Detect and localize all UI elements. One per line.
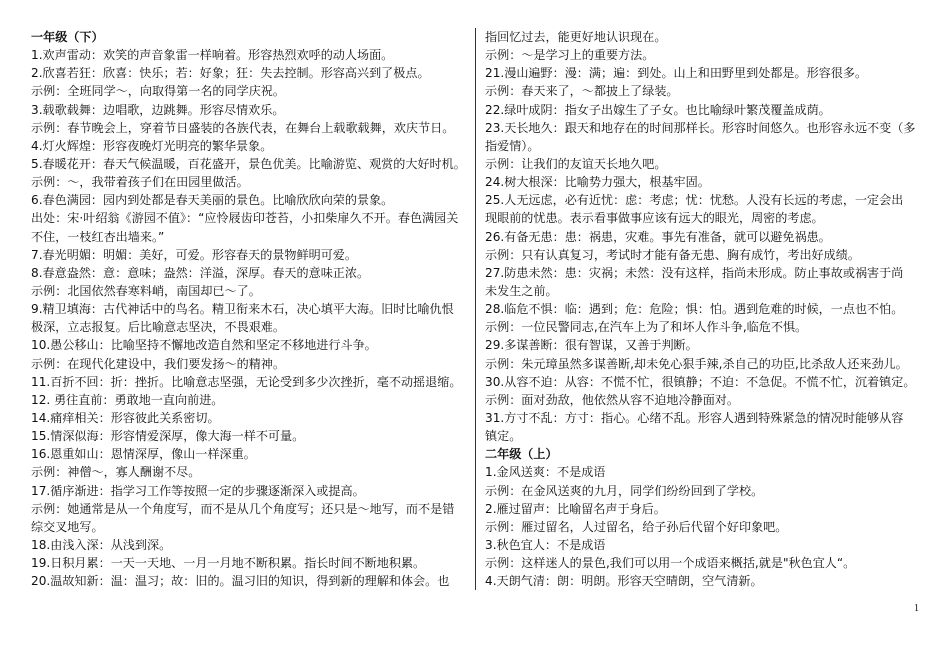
text-line: 29.多谋善断：很有智谋，又善于判断。 — [485, 338, 698, 353]
text-line: 示例：～是学习上的重要方法。 — [485, 48, 655, 63]
text-line: 8.春意盎然：意：意味；盎然：洋溢，深厚。春天的意味正浓。 — [31, 265, 370, 280]
text-line: 极深，立志报复。后比喻意志坚决，不畏艰难。 — [31, 320, 285, 335]
text-line: 3.载歌载舞：边唱歌，边跳舞。形容尽情欢乐。 — [31, 102, 285, 117]
text-line: 示例：神僧～，寡人酬谢不尽。 — [31, 465, 201, 480]
text-line: 4.天朗气清：朗：明朗。形容天空晴朗，空气清新。 — [485, 574, 763, 589]
text-line: 28.临危不惧：临：遇到；危：危险；惧：怕。遇到危难的时候，一点也不怕。 — [485, 302, 904, 317]
text-line: 3.秋色宜人：不是成语 — [485, 537, 606, 552]
text-line: 25.人无远虑，必有近忧：虑：考虑；忧：忧愁。人没有长远的考虑，一定会出 — [485, 193, 904, 208]
text-line: 10.愚公移山：比喻坚持不懈地改造自然和坚定不移地进行斗争。 — [31, 338, 377, 353]
text-line: 出处：宋·叶绍翁《游园不值》：“应怜屐齿印苍苔，小扣柴扉久不开。春色满园关 — [31, 211, 459, 226]
text-line: 5.春暖花开：春天气候温暖，百花盛开，景色优美。比喻游览、观赏的大好时机。 — [31, 156, 466, 171]
text-line: 14.痛痒相关：形容彼此关系密切。 — [31, 410, 220, 425]
text-line: 示例：只有认真复习，考试时才能有备无患、胸有成竹，考出好成绩。 — [485, 247, 860, 262]
text-line: 21.漫山遍野：漫：满；遍：到处。山上和田野里到处都是。形容很多。 — [485, 66, 868, 81]
text-line: 26.有备无患：患：祸患，灾难。事先有准备，就可以避免祸患。 — [485, 229, 831, 244]
text-line: 22.绿叶成阴：指女子出嫁生了子女。也比喻绿叶繁茂覆盖成荫。 — [485, 102, 831, 117]
text-line: 7.春光明媚：明媚：美好，可爱。形容春天的景物鲜明可爱。 — [31, 247, 357, 262]
text-line: 示例：～，我带着孩子们在田园里做活。 — [31, 175, 249, 190]
text-line: 17.循序渐进：指学习工作等按照一定的步骤逐渐深入或提高。 — [31, 483, 365, 498]
text-line: 示例：朱元璋虽然多谋善断,却未免心狠手辣,杀自己的功臣,比杀敌人还来劲儿。 — [485, 356, 908, 371]
text-line: 2.雁过留声：比喻留名声于身后。 — [485, 501, 666, 516]
text-line: 示例：春天来了，～都披上了绿装。 — [485, 84, 679, 99]
text-line: 综交叉地写。 — [31, 519, 104, 534]
page-number: 1 — [914, 603, 919, 614]
text-line: 23.天长地久：跟天和地存在的时间那样长。形容时间悠久。也形容永远不变（多 — [485, 120, 916, 135]
right-column — [485, 28, 922, 590]
text-line: 11.百折不回：折：挫折。比喻意志坚强，无论受到多少次挫折，毫不动摇退缩。 — [31, 374, 462, 389]
text-line: 示例：这样迷人的景色,我们可以用一个成语来概括,就是"秋色宜人“。 — [485, 556, 856, 571]
text-line: 示例：她通常是从一个角度写，而不是从几个角度写；还只是～地写，而不是错 — [31, 501, 455, 516]
grade-heading: 一年级（下） — [31, 30, 104, 44]
text-line: 镇定。 — [485, 429, 522, 444]
text-line: 现眼前的忧患。表示看事做事应该有远大的眼光，周密的考虑。 — [485, 211, 824, 226]
text-line: 19.日积月累：一天一天地、一月一月地不断积累。指长时间不断地积累。 — [31, 556, 426, 571]
text-line: 示例：在现代化建设中，我们要发扬～的精神。 — [31, 356, 285, 371]
text-line: 示例：雁过留名，人过留名，给子孙后代留个好印象吧。 — [485, 519, 788, 534]
text-line: 示例：全班同学～，向取得第一名的同学庆祝。 — [31, 84, 285, 99]
text-line: 示例：一位民警同志,在汽车上为了和坏人作斗争,临危不惧。 — [485, 320, 808, 335]
text-line: 指回忆过去，能更好地认识现在。 — [485, 30, 667, 44]
text-line: 示例：面对劲敌，他依然从容不迫地冷静面对。 — [485, 392, 739, 407]
text-line: 18.由浅入深：从浅到深。 — [31, 537, 172, 552]
text-line: 不住，一枝红杏出墙来。” — [31, 229, 165, 244]
text-line: 16.恩重如山：恩情深厚，像山一样深重。 — [31, 447, 256, 462]
text-line: 示例：北国依然春寒料峭，南国却已～了。 — [31, 283, 261, 298]
text-line: 20.温故知新：温：温习；故：旧的。温习旧的知识，得到新的理解和体会。也 — [31, 574, 450, 589]
text-line: 示例：让我们的友谊天长地久吧。 — [485, 156, 667, 171]
text-line: 9.精卫填海：古代神话中的鸟名。精卫衔来木石，决心填平大海。旧时比喻仇恨 — [31, 302, 454, 317]
text-line: 30.从容不迫：从容：不慌不忙，很镇静；不迫：不急促。不慌不忙，沉着镇定。 — [485, 374, 916, 389]
grade-heading: 二年级（上） — [485, 447, 558, 462]
text-line: 4.灯火辉煌：形容夜晚灯光明亮的繁华景象。 — [31, 138, 273, 153]
text-line: 31.方寸不乱：方寸：指心。心绪不乱。形容人遇到特殊紧急的情况时能够从容 — [485, 410, 904, 425]
text-line: 1.金风送爽：不是成语 — [485, 465, 606, 480]
text-line: 1.欢声雷动：欢笑的声音象雷一样响着。形容热烈欢呼的动人场面。 — [31, 48, 394, 63]
text-line: 24.树大根深：比喻势力强大，根基牢固。 — [485, 175, 710, 190]
text-line: 15.情深似海：形容情爱深厚，像大海一样不可量。 — [31, 429, 305, 444]
text-line: 示例：春节晚会上，穿着节日盛装的各族代表，在舞台上载歌载舞，欢庆节日。 — [31, 120, 455, 135]
text-line: 12. 勇往直前：勇敢地一直向前进。 — [31, 392, 224, 407]
text-line: 6.春色满园：园内到处都是春天美丽的景色。比喻欣欣向荣的景象。 — [31, 193, 394, 208]
text-line: 未发生之前。 — [485, 283, 558, 298]
text-line: 27.防患未然：患：灾祸；未然：没有这样，指尚未形成。防止事故或祸害于尚 — [485, 265, 904, 280]
text-line: 示例：在金风送爽的九月，同学们纷纷回到了学校。 — [485, 483, 764, 498]
left-column — [31, 28, 468, 590]
column-divider — [475, 28, 476, 590]
text-line: 指爱情）。 — [485, 138, 540, 153]
text-line: 2.欣喜若狂：欣喜：快乐；若：好象；狂：失去控制。形容高兴到了极点。 — [31, 66, 430, 81]
